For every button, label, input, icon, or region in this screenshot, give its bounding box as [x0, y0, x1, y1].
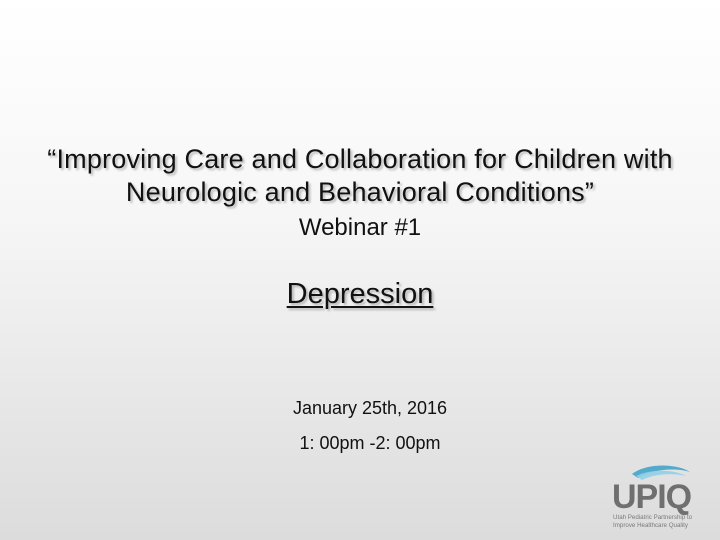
webinar-time: 1: 00pm -2: 00pm — [299, 433, 441, 453]
logo-letters: UPIQ — [612, 478, 692, 516]
upiq-logo — [598, 462, 706, 532]
webinar-subtitle: Webinar #1 — [298, 214, 422, 241]
logo-tagline-1: Utah Pediatric Partnership to — [613, 514, 693, 521]
logo-tagline-2: Improve Healthcare Quality — [613, 522, 688, 529]
topic-heading: Depression — [286, 278, 434, 310]
slide-title-line-2: Neurologic and Behavioral Conditions” — [125, 177, 595, 207]
slide-title-line-1: “Improving Care and Collaboration for Children with — [47, 144, 673, 174]
webinar-date: January 25th, 2016 — [292, 398, 448, 418]
upiq-logo-icon — [598, 462, 706, 532]
